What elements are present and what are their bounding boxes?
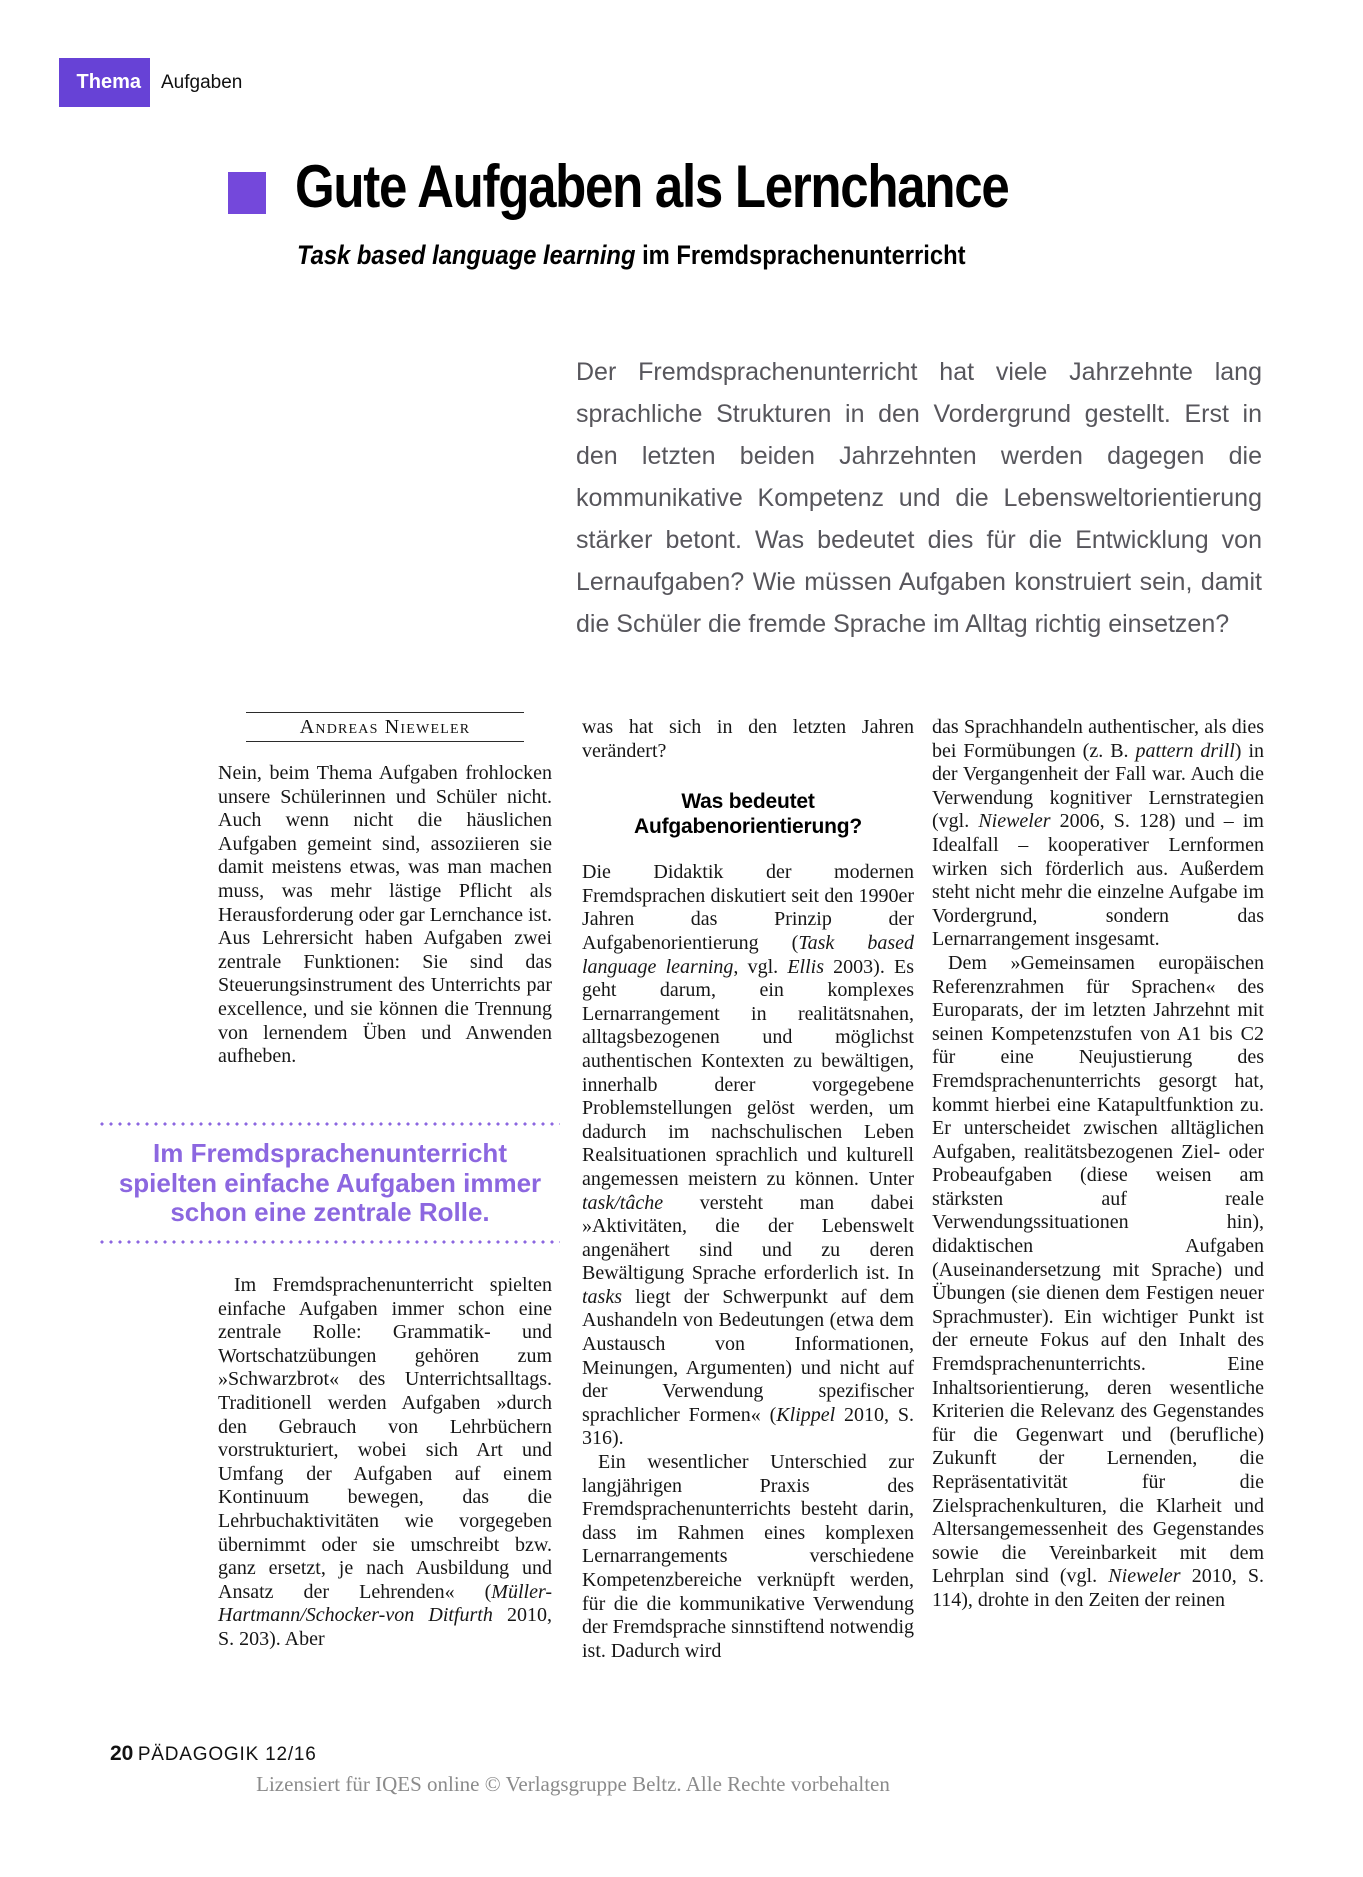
body-paragraph: das Sprachhandeln authentischer, als dies bei Formübungen (z. B. pattern drill) in der Vergangenheit der Fall war. Auch die Verwendung kognitiver Lernstrategien (vgl. Nieweler 2006, S. 128) und – im Idealfall – kooperativer Lernformen wirken sich förderlich aus. Außerdem steht nicht mehr die einzelne Aufgabe im Vordergrund, sondern das Lernarrangement insgesamt.	[932, 716, 1265, 951]
body-paragraph: Im Fremdsprachenunterricht spielten einfache Aufgaben immer schon eine zentrale Rolle: Grammatik- und Wortschatzübungen gehören zum »Schwarzbrot« des Unterrichtsalltags. Traditionell werden Aufgaben »durch den Gebrauch von Lehrbüchern vorstrukturiert, wobei sich Art und Umfang der Aufgaben auf einem Kontinuum bewegen, das die Lehrbuchaktivitäten wie vorgegeben übernimmt oder sie umschreibt bzw. ganz ersetzt, je nach Ausbildung und Ansatz der Lehrenden« (Müller-Hartmann/Schocker-von Ditfurth 2010, S. 203). Aber	[218, 1274, 552, 1650]
author-rule-bottom	[246, 741, 524, 742]
subtitle-rest-part: im Fremdsprachenunterricht	[635, 240, 966, 270]
pull-quote	[100, 1122, 560, 1244]
body-paragraph: Nein, beim Thema Aufgaben frohlocken unsere Schülerinnen und Schüler nicht. Auch wenn nicht die häuslichen Aufgaben gemeint sind, assoziieren sie damit meistens etwas, was man machen muss, was mehr lästige Pflicht als Herausforderung oder gar Lernchance ist. Aus Lehrersicht haben Aufgaben zwei zentrale Funktionen: Sie sind das Steuerungsinstrument des Unterrichts par excellence, und sie können die Trennung von lernendem Üben und Anwenden aufheben.	[218, 762, 552, 1068]
column-1-paragraph-1	[218, 762, 552, 1069]
body-paragraph: Die Didaktik der modernen Fremdsprachen diskutiert seit den 1990er Jahren das Prinzip der Aufgabenorientierung (Task based language learning, vgl. Ellis 2003). Es geht darum, ein komplexes Lernarrangement in realitätsnahen, alltagsbezogenen und möglichst authentischen Kontexten zu bewältigen, innerhalb derer vorgegebene Problemstellungen gelöst werden, um dadurch im nachschulischen Leben Realsituationen sprachlich und kulturell angemessen meistern zu können. Unter task/tâche versteht man dabei »Aktivitäten, die der Lebenswelt angenähert sind und zu deren Bewältigung Sprache erforderlich ist. In tasks liegt der Schwerpunkt auf dem Aushandeln von Bedeutungen (etwa dem Austausch von Informationen, Meinungen, Argumenten) und nicht auf der Verwendung spezifischer sprachlicher Formen« (Klippel 2010, S. 316).	[582, 861, 914, 1450]
kicker-label: Aufgaben	[161, 71, 243, 93]
column-3	[932, 716, 1264, 1613]
thema-badge: Thema	[59, 58, 150, 107]
subtitle-italic-part: Task based language learning	[297, 240, 636, 270]
author-byline	[218, 712, 552, 742]
license-note: Lizensiert für IQES online © Verlagsgruppe Beltz. Alle Rechte vorbehalten	[256, 1772, 890, 1796]
body-paragraph: Dem »Gemeinsamen europäischen Referenzrahmen für Sprachen« des Europarats, der im letzten Jahrzehnt mit seinen Kompetenzstufen von A1 bis C2 für eine Neujustierung des Fremdsprachenunterrichts gesorgt hat, kommt hierbei eine Katapultfunktion zu. Er unterscheidet zwischen alltäglichen Aufgaben, realitätsbezogenen Ziel- oder Probeaufgaben (diese weisen am stärksten auf reale Verwendungssituationen hin), didaktischen Aufgaben (Auseinandersetzung mit Sprache) und Übungen (sie dienen dem Festigen neuer Sprachmuster). Ein wichtiger Punkt ist der erneute Fokus auf den Inhalt des Fremdsprachenunterrichts. Eine Inhaltsorientierung, deren wesentliche Kriterien die Relevanz des Gegenstandes für die Gegenwart und (berufliche) Zukunft der Lernenden, die Repräsentativität für die Zielsprachenkulturen, die Klarheit und Altersangemessenheit des Gegenstandes sowie die Vereinbarkeit mit dem Lehrplan sind (vgl. Nieweler 2010, S. 114), drohte in den Zeiten der reinen	[932, 951, 1265, 1611]
body-paragraph: Ein wesentlicher Unterschied zur langjährigen Praxis des Fremdsprachenunterrichts besteht darin, dass im Rahmen eines komplexen Lernarrangements verschiedene Kompetenzbereiche verknüpft werden, für die die kommunikative Verwendung der Fremdsprache sinnstiftend notwendig ist. Dadurch wird	[582, 1451, 914, 1662]
column-2-intro: was hat sich in den letzten Jahren verändert?	[582, 716, 914, 762]
author-name: Andreas Nieweler	[299, 716, 471, 738]
square-bullet-icon	[228, 172, 266, 214]
article-title: Gute Aufgaben als Lernchance	[295, 153, 1009, 220]
column-2	[582, 716, 914, 1663]
page-number: 20	[110, 1742, 134, 1765]
section-heading: Was bedeutet Aufgabenorientierung?	[634, 790, 862, 839]
column-1-paragraph-2	[218, 1274, 552, 1652]
article-subtitle	[297, 240, 966, 271]
footer-folio	[110, 1742, 317, 1766]
magazine-title: PÄDAGOGIK 12/16	[137, 1744, 317, 1765]
pull-quote-text: Im Fremdsprachenunterricht spielten einfache Aufgaben immer schon eine zentrale Rolle.	[118, 1138, 542, 1227]
dotted-rule-bottom	[100, 1240, 560, 1244]
lead-paragraph: Der Fremdsprachenunterricht hat viele Jahrzehnte lang sprachliche Strukturen in den Vordergrund gestellt. Erst in den letzten beiden Jahrzehnten werden dagegen die kommunikative Kompetenz und die Lebensweltorientierung stärker betont. Was bedeutet dies für die Entwicklung von Lernaufgaben? Wie müssen Aufgaben konstruiert sein, damit die Schüler die fremde Sprache im Alltag richtig einsetzen?	[576, 358, 1262, 638]
